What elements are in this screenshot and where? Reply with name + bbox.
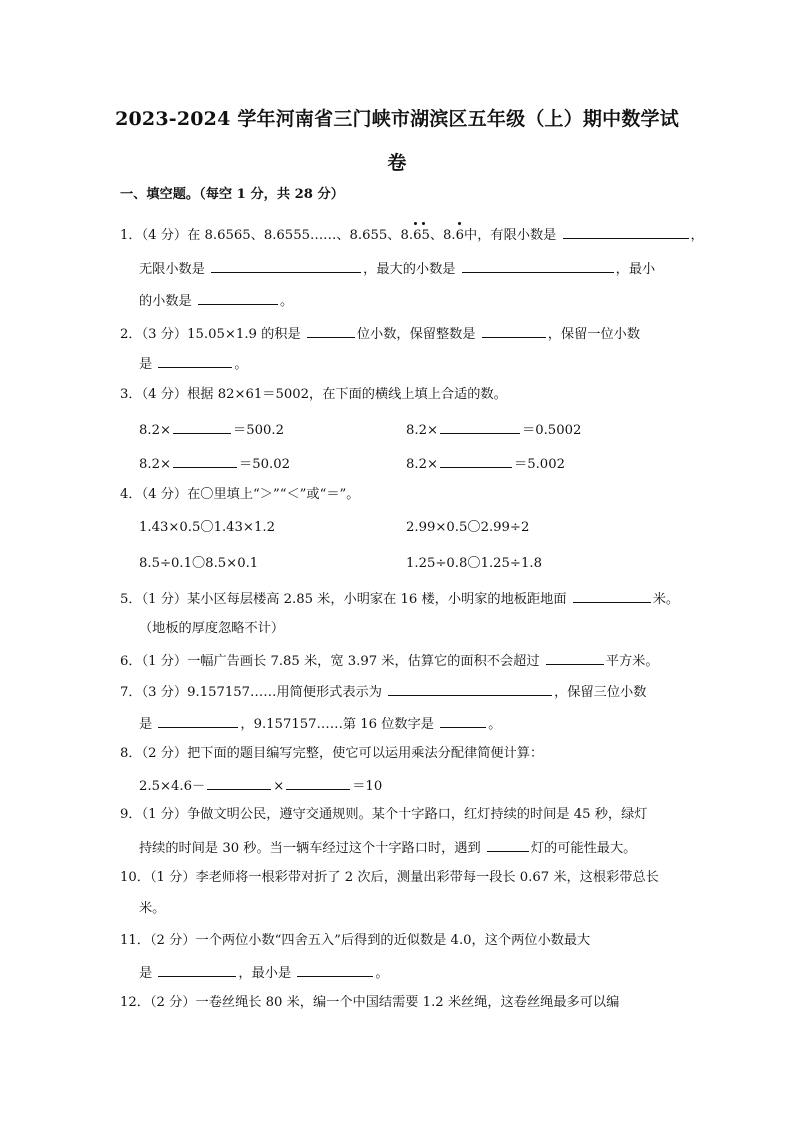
question-7-cont: 是 ，9.157157……第 16 位数字是 。 [139, 714, 501, 734]
q3-item: 8.2× ＝50.02 [139, 454, 290, 474]
q1-text: 1．（4 分）在 8.6565、8.6555……、8.655、8. [120, 228, 414, 243]
question-1: 1．（4 分）在 8.6565、8.6555……、8.655、8. 65、8. 6中，有限小数是 ， [120, 225, 704, 245]
answer-blank[interactable] [207, 776, 271, 790]
answer-blank[interactable] [487, 838, 529, 852]
question-2-cont: 是 。 [139, 354, 248, 374]
question-4: 4．（4 分）在〇里填上“＞”“＜”或“＝”。 [120, 487, 360, 502]
question-10-cont: 米。 [139, 901, 166, 916]
repeating-decimal-6: 6 [456, 227, 464, 245]
answer-blank[interactable] [573, 589, 651, 603]
question-1-cont: 无限小数是 ，最大的小数是 ，最小 [139, 259, 655, 279]
answer-blank[interactable] [307, 324, 355, 338]
answer-blank[interactable] [546, 651, 604, 665]
answer-blank[interactable] [158, 354, 232, 368]
question-7: 7．（3 分）9.157157……用简便形式表示为 ，保留三位小数 [120, 682, 646, 702]
question-8-expression: 2.5×4.6－ × ＝10 [139, 776, 382, 796]
q3-item: 8.2× ＝5.002 [406, 454, 565, 474]
answer-blank[interactable] [173, 420, 231, 434]
q3-item: 8.2× ＝0.5002 [406, 420, 581, 440]
question-2: 2．（3 分）15.05×1.9 的积是 位小数，保留整数是 ，保留一位小数 [120, 324, 640, 344]
question-12: 12．（2 分）一卷丝绳长 80 米，编一个中国结需要 1.2 米丝绳，这卷丝绳最多可以编 [120, 995, 620, 1010]
question-8: 8．（2 分）把下面的题目编写完整，使它可以运用乘法分配律简便计算： [120, 746, 544, 761]
answer-blank[interactable] [440, 454, 512, 468]
repeating-decimal-65: 65 [413, 227, 430, 245]
exam-title-line1: 2023-2024 学年河南省三门峡市湖滨区五年级（上）期中数学试 [115, 108, 679, 130]
q4-item[interactable]: 1.25÷0.8〇1.25÷1.8 [406, 556, 542, 571]
question-1-cont2: 的小数是 。 [139, 291, 293, 311]
answer-blank[interactable] [158, 963, 236, 977]
q4-item[interactable]: 8.5÷0.1〇8.5×0.1 [139, 556, 259, 571]
question-10: 10．（1 分）李老师将一根彩带对折了 2 次后，测量出彩带每一段长 0.67 米，这根彩带总长 [120, 870, 659, 885]
q3-item: 8.2× ＝500.2 [139, 420, 284, 440]
answer-blank[interactable] [440, 714, 486, 728]
question-9-cont: 持续的时间是 30 秒。当一辆车经过这个十字路口时，遇到 灯的可能性最大。 [139, 838, 636, 858]
answer-blank[interactable] [563, 225, 689, 239]
question-9: 9．（1 分）争做文明公民，遵守交通规则。某个十字路口，红灯持续的时间是 45 秒，绿灯 [120, 807, 648, 822]
answer-blank[interactable] [198, 291, 278, 305]
section-heading: 一、填空题。（每空 1 分，共 28 分） [120, 187, 344, 202]
answer-blank[interactable] [462, 259, 614, 273]
question-11-cont: 是 ，最小是 。 [139, 963, 389, 983]
question-5-note: （地板的厚度忽略不计） [139, 621, 285, 636]
question-3: 3．（4 分）根据 82×61＝5002，在下面的横线上填上合适的数。 [120, 387, 507, 402]
answer-blank[interactable] [286, 776, 350, 790]
answer-blank[interactable] [297, 963, 373, 977]
question-5: 5．（1 分）某小区每层楼高 2.85 米，小明家在 16 楼，小明家的地板距地面 米。 [120, 589, 679, 609]
q4-item[interactable]: 2.99×0.5〇2.99÷2 [406, 520, 530, 535]
exam-title-line2: 卷 [387, 152, 407, 174]
question-6: 6．（1 分）一幅广告画长 7.85 米，宽 3.97 米，估算它的面积不会超过 平方米。 [120, 651, 659, 671]
answer-blank[interactable] [158, 714, 238, 728]
answer-blank[interactable] [388, 682, 552, 696]
question-11: 11．（2 分）一个两位小数“四舍五入”后得到的近似数是 4.0，这个两位小数最大 [120, 933, 591, 948]
answer-blank[interactable] [482, 324, 546, 338]
answer-blank[interactable] [173, 454, 237, 468]
q4-item[interactable]: 1.43×0.5〇1.43×1.2 [139, 520, 275, 535]
answer-blank[interactable] [211, 259, 361, 273]
answer-blank[interactable] [440, 420, 520, 434]
